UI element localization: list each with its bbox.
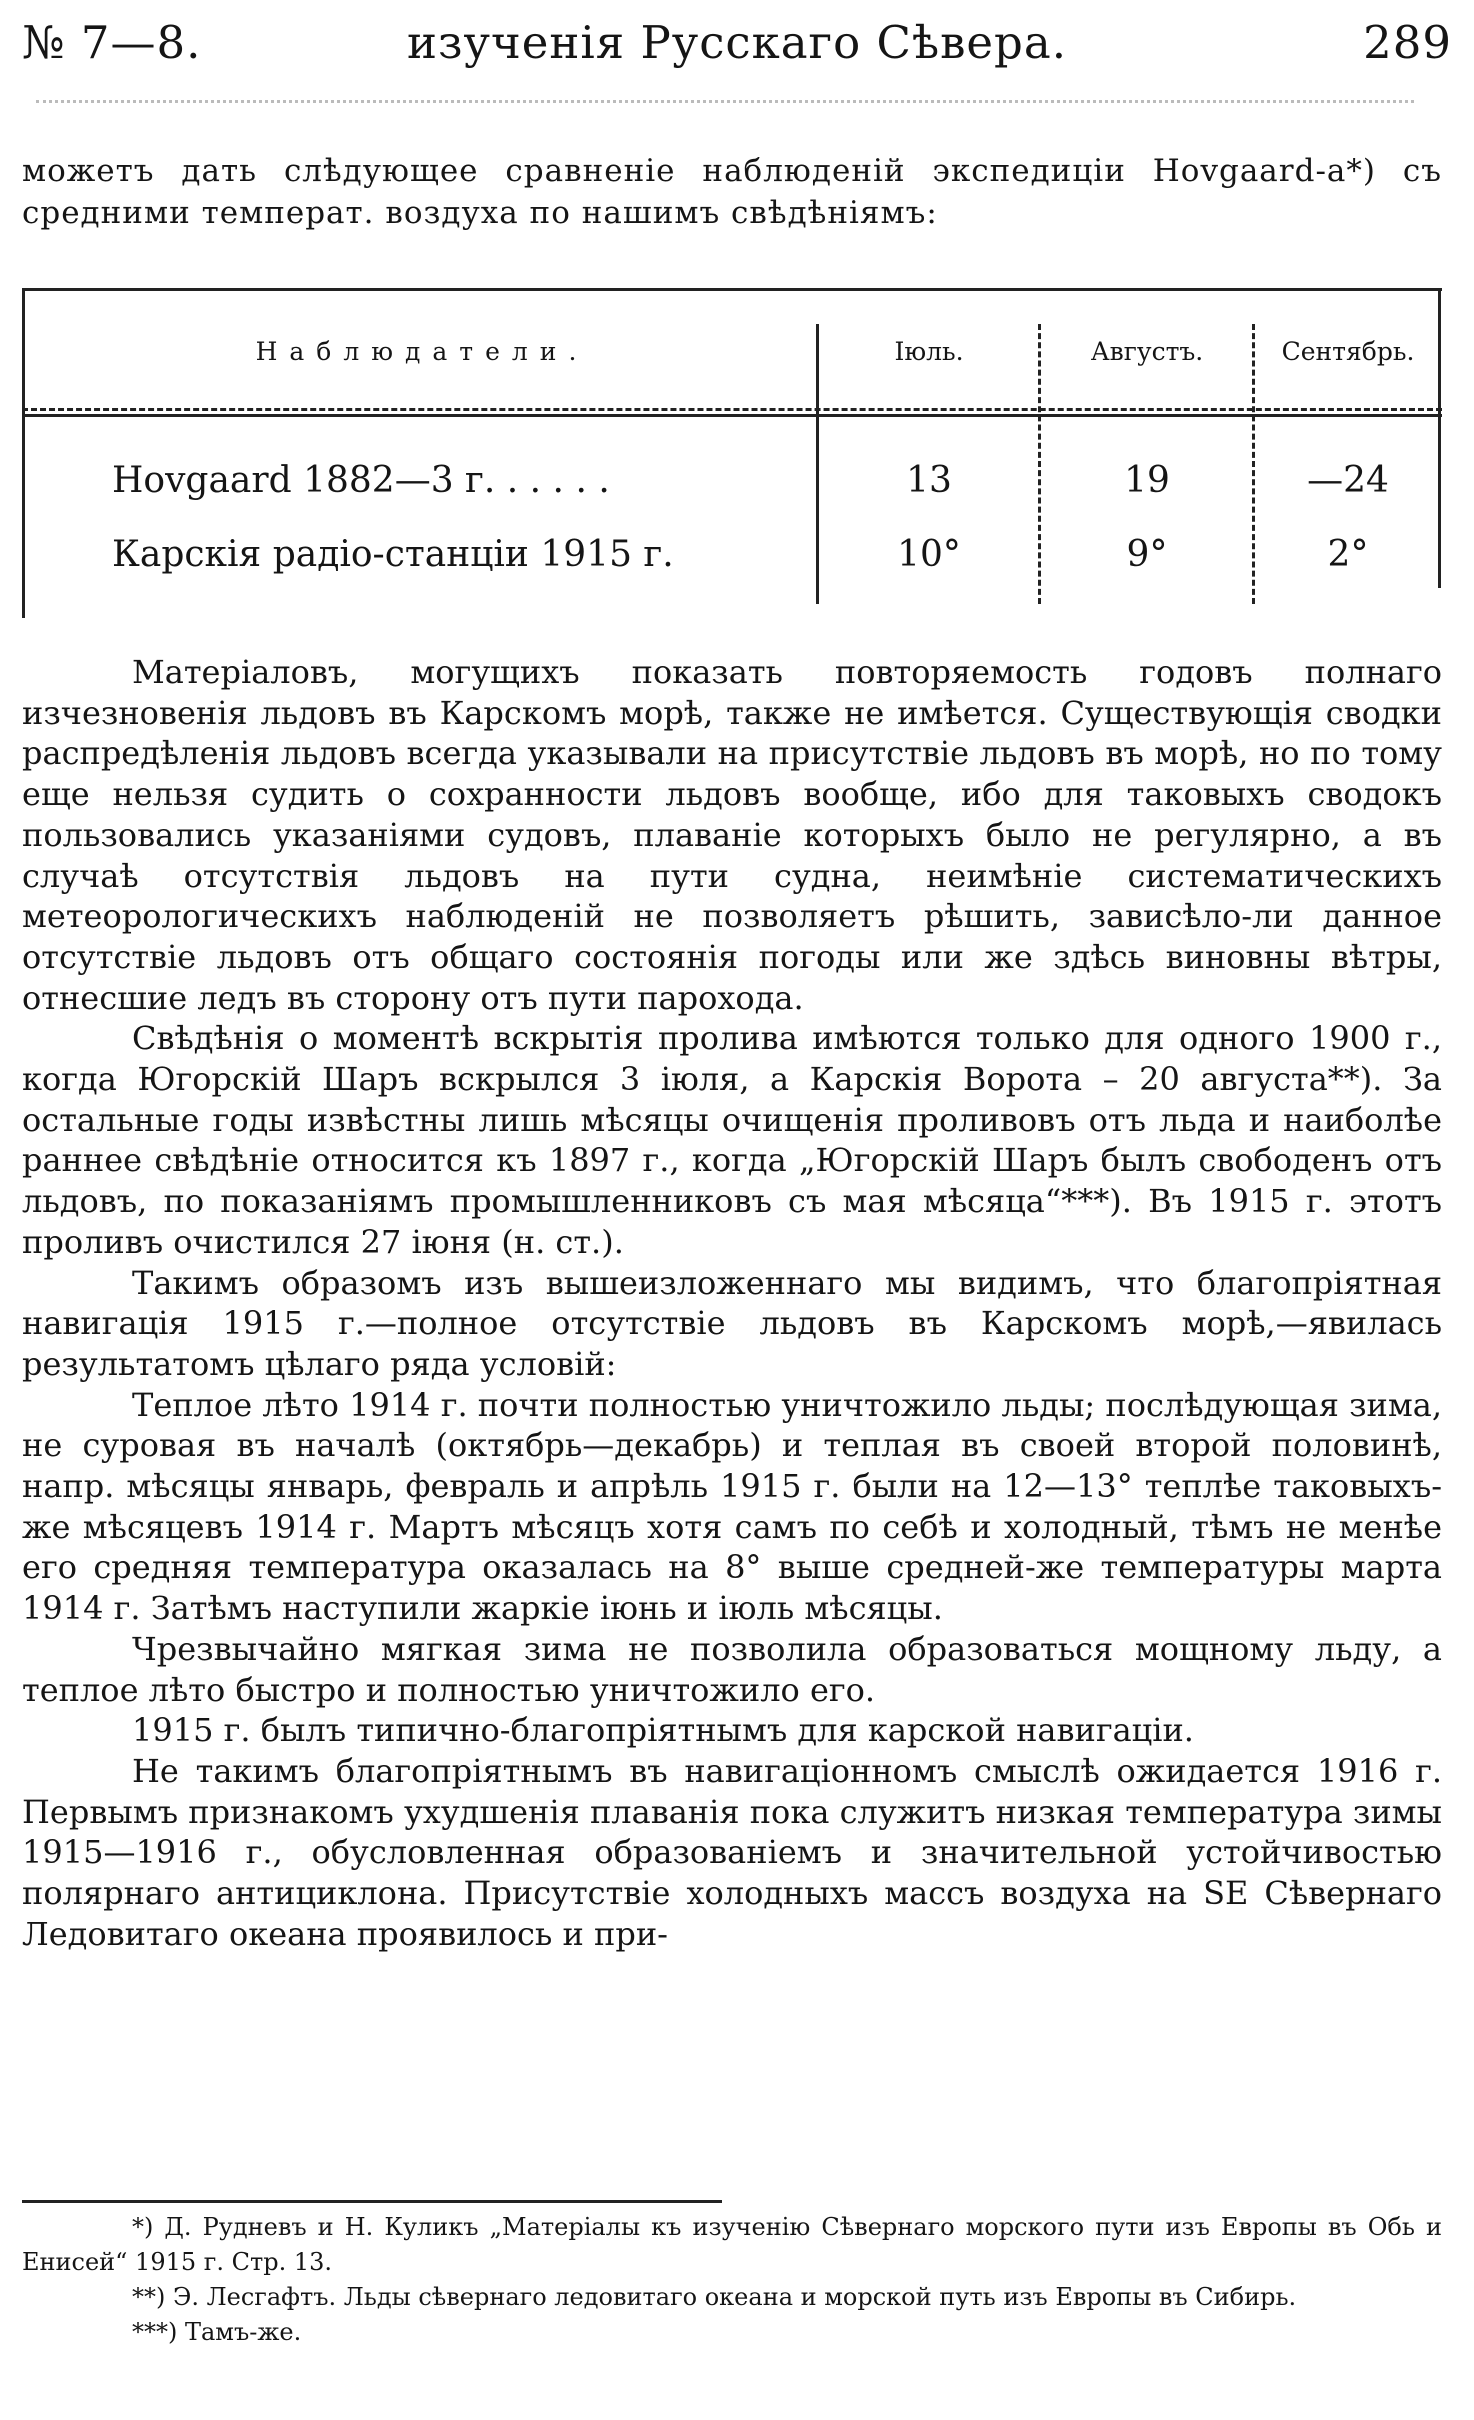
- table-column-divider: [816, 324, 819, 604]
- footnote-rule: [22, 2200, 722, 2203]
- header-title: изученія Русскаго Сѣвера.: [406, 16, 1068, 69]
- col-header-september: Сентябрь.: [1281, 337, 1415, 366]
- header-divider: [36, 100, 1414, 103]
- paragraph: Не такимъ благопріятнымъ въ навигаціонномъ смыслѣ ожидается 1916 г. Первымъ признакомъ ухудшенія плаванія пока служитъ низкая температура зимы 1915—1916 г., обусловленная образованіемъ и значительной устойчивостью полярнаго антициклона. Присутствіе холодныхъ массъ воздуха на SE Сѣвернаго Ледовитаго океана проявилось и при-: [22, 1751, 1442, 1953]
- col-header-july: Іюль.: [894, 337, 964, 366]
- col-header-observers: Наблюдатели.: [255, 337, 589, 366]
- paragraph: Такимъ образомъ изъ вышеизложеннаго мы видимъ, что благопріятная навигація 1915 г.—полное отсутствіе льдовъ въ Карскомъ морѣ,—явилась результатомъ цѣлаго ряда условій:: [22, 1263, 1442, 1383]
- table-cell-july: 13: [906, 460, 952, 501]
- footnote: ***) Тамъ-же.: [132, 2318, 302, 2346]
- footnote: *) Д. Рудневъ и Н. Куликъ „Матеріалы къ изученію Сѣвернаго морского пути изъ Европы въ Обь и Енисей“ 1915 г. Стр. 13.: [22, 2213, 1442, 2276]
- paragraph: Свѣдѣнія о моментѣ вскрытія пролива имѣются только для одного 1900 г., когда Югорскій Шаръ вскрылся 3 іюля, а Карскія Ворота – 20 августа**). За остальные годы извѣстны лишь мѣсяцы очищенія проливовъ отъ льда и наиболѣе раннее свѣдѣніе относится къ 1897 г., когда „Югорскій Шаръ былъ свободенъ отъ льдовъ, по показаніямъ промышленниковъ съ мая мѣсяца“***). Въ 1915 г. этотъ проливъ очистился 27 іюня (н. ст.).: [22, 1019, 1442, 1261]
- table-column-divider: [1252, 324, 1255, 604]
- table-top-rule: [22, 288, 1442, 291]
- table-header-rule-2: [22, 414, 1442, 417]
- paragraph: Матеріаловъ, могущихъ показать повторяемость годовъ полнаго изчезновенія льдовъ въ Карскомъ морѣ, также не имѣется. Существующія сводки распредѣленія льдовъ всегда указывали на присутствіе льдовъ въ морѣ, но по тому еще нельзя судить о сохранности льдовъ вообще, ибо для таковыхъ сводокъ пользовались указаніями судовъ, плаваніе которыхъ было не регулярно, а въ случаѣ отсутствія льдовъ на пути судна, неимѣніе систематическихъ метеорологическихъ наблюденій не позволяетъ рѣшить, зависѣло-ли данное отсутствіе льдовъ отъ общаго состоянія погоды или же здѣсь виновны вѣтры, отнесшие ледъ въ сторону отъ пути парохода.: [22, 653, 1442, 1017]
- table-cell-july: 10°: [897, 534, 961, 575]
- issue-number: № 7—8.: [22, 16, 202, 69]
- running-header: [22, 14, 1452, 72]
- intro-text: [22, 150, 1442, 234]
- table-cell-september: 2°: [1327, 534, 1369, 575]
- table-cell-observer: Hovgaard 1882—3 г. . . . . .: [112, 460, 610, 501]
- paragraph: Чрезвычайно мягкая зима не позволила образоваться мощному льду, а теплое лѣто быстро и полностью уничтожило его.: [22, 1629, 1442, 1709]
- table-column-divider: [1038, 324, 1041, 604]
- paragraph: 1915 г. былъ типично-благопріятнымъ для карской навигаціи.: [132, 1711, 1194, 1750]
- paragraph: Теплое лѣто 1914 г. почти полностью уничтожило льды; послѣдующая зима, не суровая въ началѣ (октябрь—декабрь) и теплая въ своей второй половинѣ, напр. мѣсяцы январь, февраль и апрѣль 1915 г. были на 12—13° теплѣе таковыхъ-же мѣсяцевъ 1914 г. Мартъ мѣсяцъ хотя самъ по себѣ и холодный, тѣмъ не менѣе его средняя температура оказалась на 8° выше средней-же температуры марта 1914 г. Затѣмъ наступили жаркіе іюнь и іюль мѣсяцы.: [22, 1385, 1442, 1628]
- table-cell-august: 19: [1124, 460, 1170, 501]
- table-header-rule: [22, 408, 1442, 411]
- intro-paragraph: можетъ дать слѣдующее сравненіе наблюденій экспедиціи Hovgaard-а*) съ средними температ. воздуха по нашимъ свѣдѣніямъ:: [22, 153, 1442, 231]
- footnote: **) Э. Лесгафтъ. Льды сѣвернаго ледовитаго океана и морской путь изъ Европы въ Сибирь.: [132, 2283, 1297, 2311]
- table-cell-august: 9°: [1126, 534, 1168, 575]
- table-left-border: [22, 288, 25, 618]
- footnotes: [22, 2210, 1442, 2350]
- table-cell-observer: Карскія радіо-станціи 1915 г.: [112, 534, 674, 575]
- body-text: [22, 652, 1442, 1955]
- comparison-table: [22, 288, 1442, 618]
- table-cell-september: —24: [1307, 460, 1389, 501]
- page-number: 289: [1363, 16, 1452, 69]
- col-header-august: Августъ.: [1090, 337, 1204, 366]
